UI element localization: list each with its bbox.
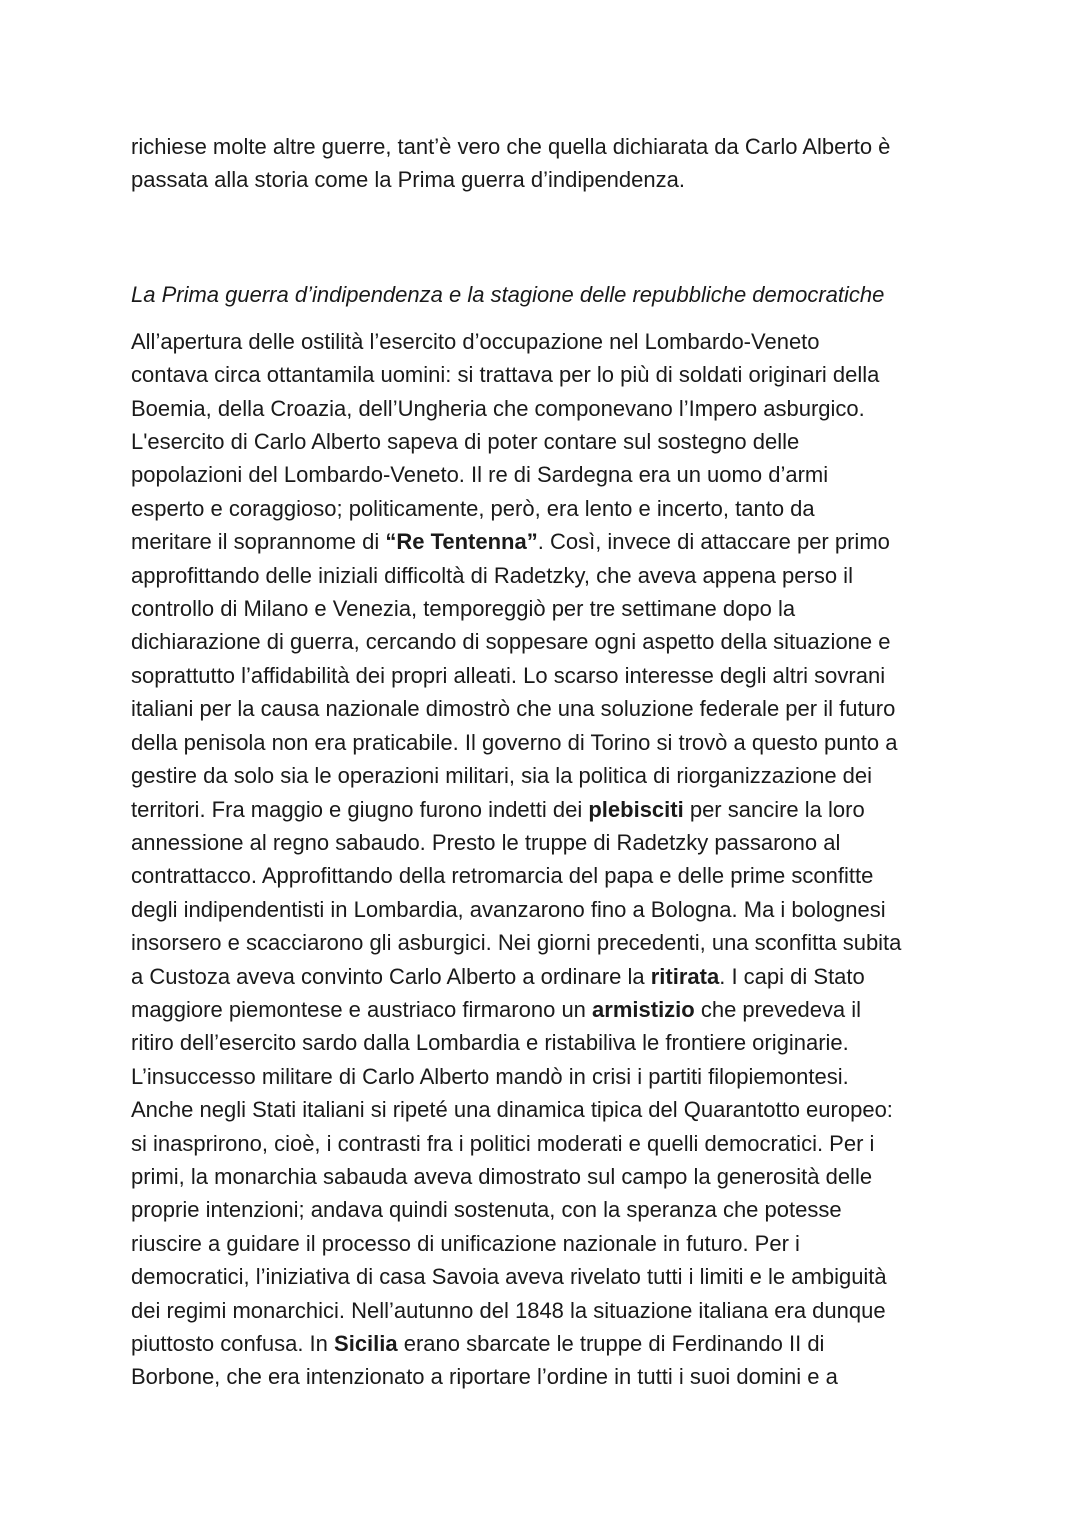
text-line: Borbone, che era intenzionato a riportare l’ordine in tutti i suoi domini e a bbox=[131, 1364, 838, 1390]
text-run: per sancire la loro bbox=[683, 796, 865, 822]
text-run: a Custoza aveva convinto Carlo Alberto a ordinare la bbox=[131, 963, 651, 989]
text-line: esperto e coraggioso; politicamente, però, era lento e incerto, tanto da bbox=[131, 495, 815, 521]
text-run: . Così, invece di attaccare per primo bbox=[537, 529, 890, 555]
text-line: della penisola non era praticabile. Il governo di Torino si trovò a questo punto a bbox=[131, 729, 898, 755]
text-line bbox=[131, 960, 961, 993]
document-content bbox=[131, 130, 961, 1394]
bold-term: Sicilia bbox=[334, 1331, 398, 1356]
text-line: democratici, l’iniziativa di casa Savoia aveva rivelato tutti i limiti e le ambiguità bbox=[131, 1264, 887, 1290]
text-line: dei regimi monarchici. Nell’autunno del 1848 la situazione italiana era dunque bbox=[131, 1297, 886, 1323]
intro-paragraph bbox=[131, 130, 961, 197]
text-run: che prevedeva il bbox=[694, 996, 862, 1022]
text-line: riuscire a guidare il processo di unificazione nazionale in futuro. Per i bbox=[131, 1230, 800, 1256]
text-line bbox=[131, 793, 961, 826]
text-line: gestire da solo sia le operazioni militari, sia la politica di riorganizzazione dei bbox=[131, 763, 873, 789]
bold-term: “Re Tentenna” bbox=[385, 529, 538, 555]
text-run: territori. Fra maggio e giugno furono indetti dei bbox=[131, 796, 589, 822]
text-line: popolazioni del Lombardo-Veneto. Il re di Sardegna era un uomo d’armi bbox=[131, 462, 829, 488]
text-line: contava circa ottantamila uomini: si trattava per lo più di soldati originari della bbox=[131, 362, 880, 388]
bold-term: plebisciti bbox=[588, 796, 684, 822]
text-line: passata alla storia come la Prima guerra d’indipendenza. bbox=[131, 167, 685, 193]
text-run: meritare il soprannome di bbox=[131, 529, 386, 555]
section-heading: La Prima guerra d’indipendenza e la stagione delle repubbliche democratiche bbox=[131, 281, 885, 307]
bold-term: armistizio bbox=[592, 996, 695, 1022]
text-line: dichiarazione di guerra, cercando di soppesare ogni aspetto della situazione e bbox=[131, 629, 891, 655]
text-line: primi, la monarchia sabauda aveva dimostrato sul campo la generosità delle bbox=[131, 1163, 873, 1189]
bold-term: ritirata bbox=[650, 963, 720, 989]
text-line: degli indipendentisti in Lombardia, avanzarono fino a Bologna. Ma i bolognesi bbox=[131, 896, 886, 922]
text-line bbox=[131, 525, 961, 558]
text-run: . I capi di Stato bbox=[719, 963, 865, 989]
text-line bbox=[131, 993, 961, 1026]
text-line: Boemia, della Croazia, dell’Ungheria che componevano l’Impero asburgico. bbox=[131, 395, 865, 421]
text-line bbox=[131, 1327, 961, 1360]
text-line: contrattacco. Approfittando della retromarcia del papa e delle prime sconfitte bbox=[131, 863, 874, 889]
text-line: Anche negli Stati italiani si ripeté una dinamica tipica del Quarantotto europeo: bbox=[131, 1097, 893, 1123]
text-line: proprie intenzioni; andava quindi sostenuta, con la speranza che potesse bbox=[131, 1197, 842, 1223]
text-run: maggiore piemontese e austriaco firmarono un bbox=[131, 996, 593, 1022]
body-paragraph bbox=[131, 325, 961, 1394]
text-line: soprattutto l’affidabilità dei propri alleati. Lo scarso interesse degli altri sovrani bbox=[131, 662, 886, 688]
text-run: erano sbarcate le truppe di Ferdinando II di bbox=[397, 1331, 825, 1356]
text-line: L'esercito di Carlo Alberto sapeva di poter contare sul sostegno delle bbox=[131, 429, 800, 455]
text-line: italiani per la causa nazionale dimostrò che una soluzione federale per il futuro bbox=[131, 696, 896, 722]
text-line: controllo di Milano e Venezia, temporeggiò per tre settimane dopo la bbox=[131, 596, 796, 622]
text-line: All’apertura delle ostilità l’esercito d’occupazione nel Lombardo-Veneto bbox=[131, 328, 820, 354]
text-line: annessione al regno sabaudo. Presto le truppe di Radetzky passarono al bbox=[131, 829, 841, 855]
text-line: si inasprirono, cioè, i contrasti fra i politici moderati e quelli democratici. Per i bbox=[131, 1130, 875, 1156]
text-run: piuttosto confusa. In bbox=[131, 1331, 335, 1356]
text-line: insorsero e scacciarono gli asburgici. Nei giorni precedenti, una sconfitta subita bbox=[131, 930, 902, 956]
text-line: ritiro dell’esercito sardo dalla Lombardia e ristabiliva le frontiere originarie. bbox=[131, 1030, 849, 1056]
text-line: approfittando delle iniziali difficoltà di Radetzky, che aveva appena perso il bbox=[131, 562, 853, 588]
text-line: richiese molte altre guerre, tant’è vero che quella dichiarata da Carlo Alberto è bbox=[131, 134, 891, 159]
text-line: L’insuccesso militare di Carlo Alberto mandò in crisi i partiti filopiemontesi. bbox=[131, 1063, 849, 1089]
